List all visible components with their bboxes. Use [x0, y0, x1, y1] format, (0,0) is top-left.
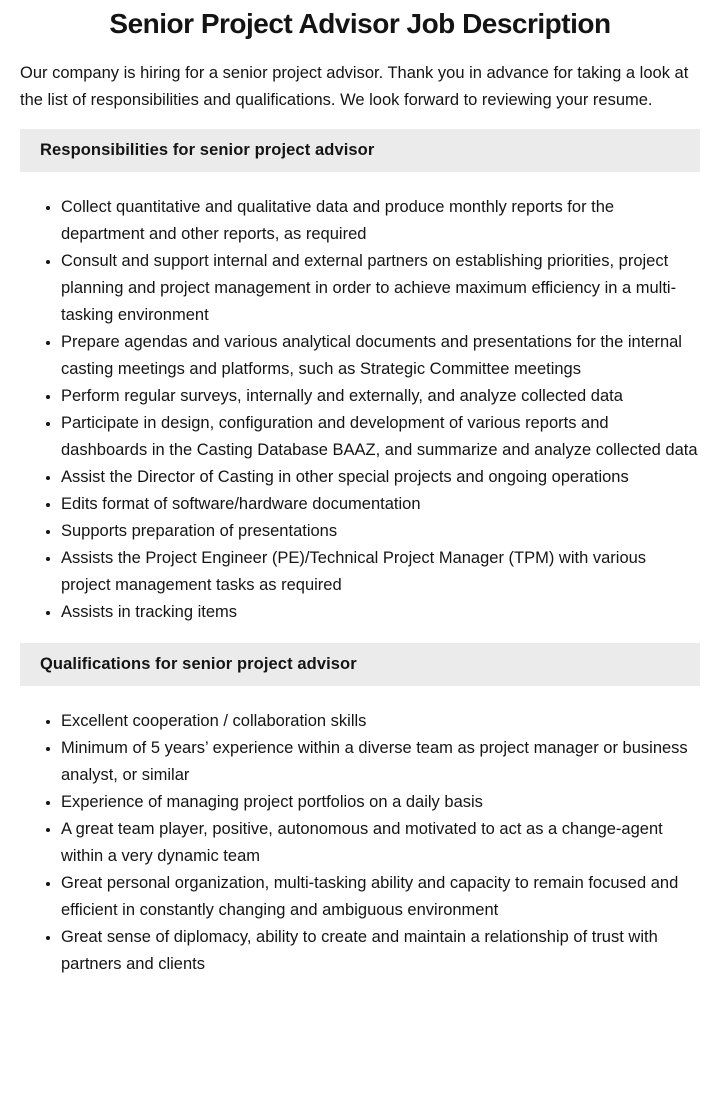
list-item: • Assists in tracking items	[61, 599, 698, 626]
list-item: • Participate in design, configuration and development of various reports and dashboards in the Casting Database BAAZ, and summarize and analyze collected data	[61, 410, 698, 464]
list-item: • Assist the Director of Casting in other special projects and ongoing operations	[61, 464, 698, 491]
list-item: • Excellent cooperation / collaboration skills	[61, 708, 698, 735]
list-item: • Great personal organization, multi-tasking ability and capacity to remain focused and efficient in constantly changing and ambiguous environment	[61, 870, 698, 924]
page-title: Senior Project Advisor Job Description	[109, 8, 611, 39]
list-item: • Collect quantitative and qualitative data and produce monthly reports for the department and other reports, as required	[61, 194, 698, 248]
intro-paragraph: Our company is hiring for a senior project advisor. Thank you in advance for taking a look at the list of responsibilities and qualifications. We look forward to reviewing your resume.	[20, 64, 689, 109]
qualifications-header-bar	[20, 643, 700, 686]
list-item: • Edits format of software/hardware documentation	[61, 491, 698, 518]
list-item: • Prepare agendas and various analytical documents and presentations for the internal casting meetings and platforms, such as Strategic Committee meetings	[61, 329, 698, 383]
list-item: • Consult and support internal and external partners on establishing priorities, project planning and project management in order to achieve maximum efficiency in a multi-tasking environment	[61, 248, 698, 329]
list-item: • Minimum of 5 years’ experience within a diverse team as project manager or business analyst, or similar	[61, 735, 698, 789]
list-item: • Great sense of diplomacy, ability to create and maintain a relationship of trust with partners and clients	[61, 924, 698, 978]
list-item: • A great team player, positive, autonomous and motivated to act as a change-agent within a very dynamic team	[61, 816, 698, 870]
list-item: • Supports preparation of presentations	[61, 518, 698, 545]
list-item: • Assists the Project Engineer (PE)/Technical Project Manager (TPM) with various project management tasks as required	[61, 545, 698, 599]
qualifications-list	[20, 708, 698, 978]
responsibilities-section	[0, 129, 720, 626]
list-item: • Perform regular surveys, internally and externally, and analyze collected data	[61, 383, 698, 410]
responsibilities-heading: Responsibilities for senior project advisor	[40, 141, 375, 159]
responsibilities-header-bar	[20, 129, 700, 172]
responsibilities-list	[20, 194, 698, 626]
qualifications-section	[0, 643, 720, 978]
list-item: • Experience of managing project portfolios on a daily basis	[61, 789, 698, 816]
qualifications-heading: Qualifications for senior project advisor	[40, 655, 357, 673]
